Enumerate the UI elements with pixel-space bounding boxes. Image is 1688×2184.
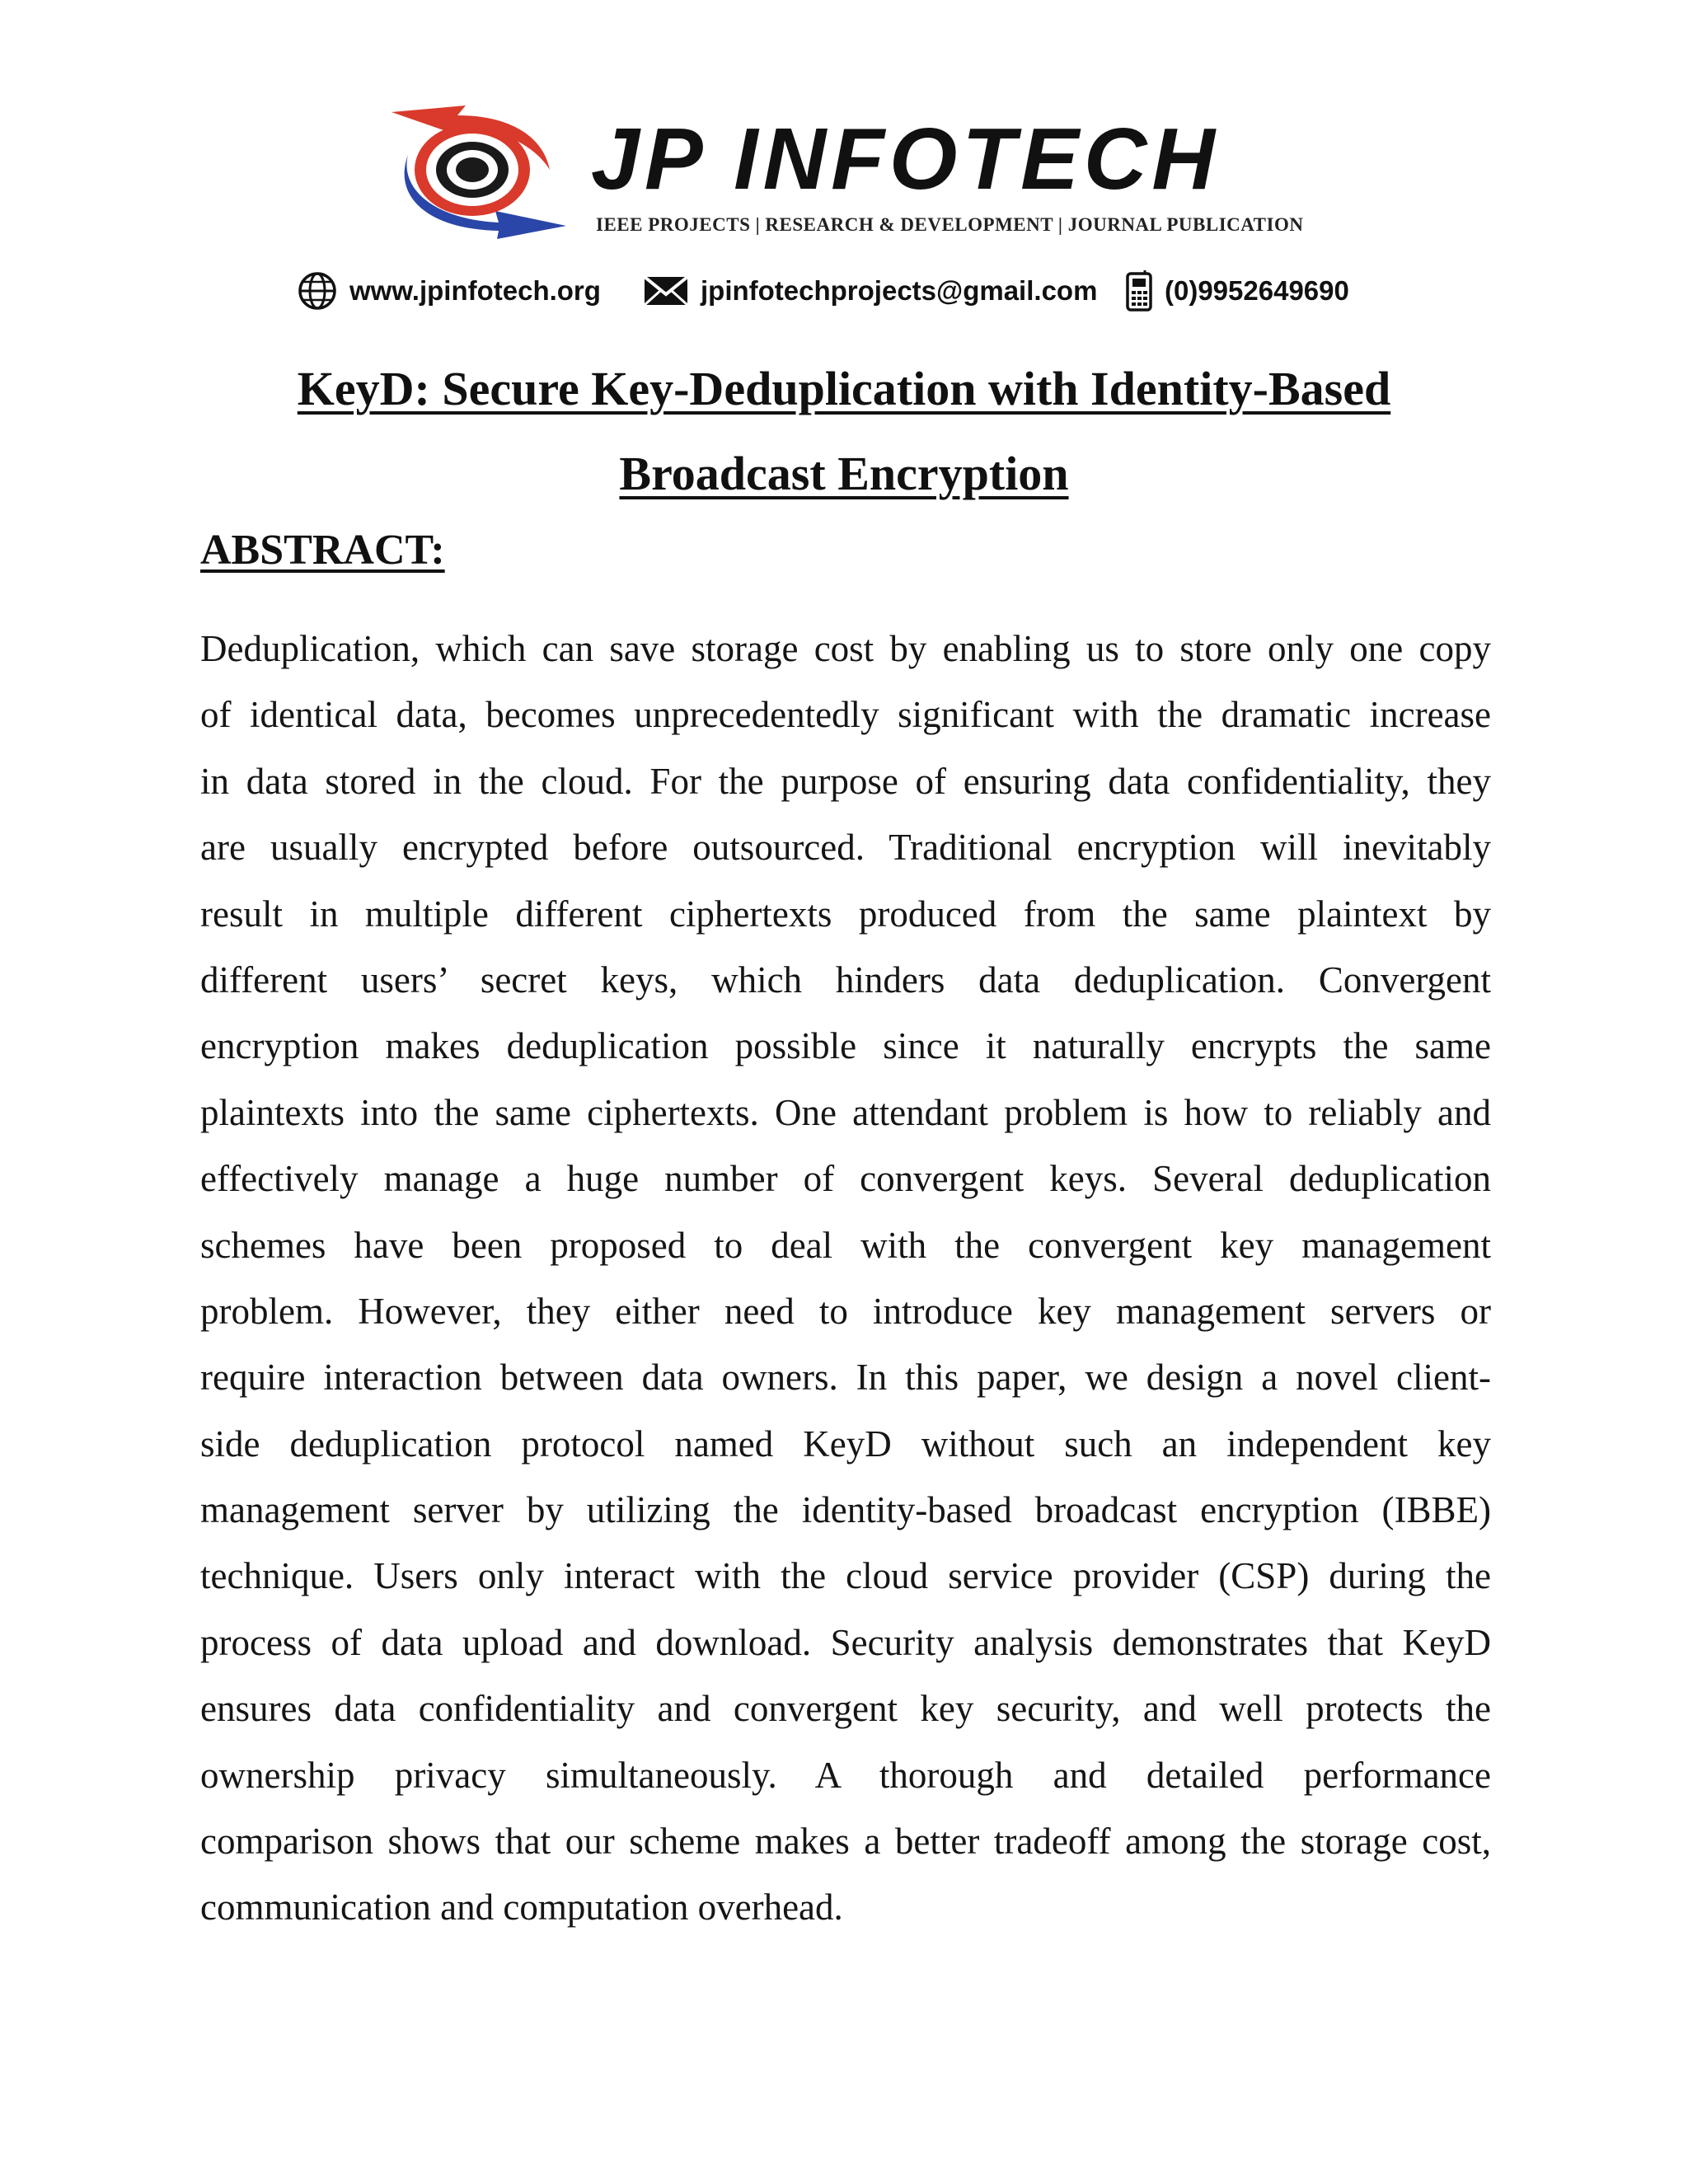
abstract-line: communication and computation overhead. (200, 1886, 843, 1929)
abstract-line: problem. However, they either need to introduce key management servers or (200, 1290, 1491, 1332)
phone-icon (1125, 270, 1153, 312)
website-text: www.jpinfotech.org (349, 275, 601, 306)
abstract-line: in data stored in the cloud. For the purpose of ensuring data confidentiality, they (200, 760, 1491, 802)
abstract-line: ensures data confidentiality and convergent key security, and well protects the (200, 1688, 1491, 1730)
abstract-line: of identical data, becomes unprecedentedly significant with the dramatic increase (200, 694, 1491, 736)
abstract-line: process of data upload and download. Security analysis demonstrates that KeyD (200, 1621, 1491, 1663)
envelope-icon (643, 274, 689, 307)
abstract-line: side deduplication protocol named KeyD without such an independent key (200, 1422, 1491, 1465)
contact-phone[interactable] (1125, 268, 1349, 314)
abstract-heading: ABSTRACT: (200, 527, 445, 574)
abstract-line: plaintexts into the same ciphertexts. One attendant problem is how to reliably and (200, 1091, 1491, 1133)
company-name: JP INFOTECH (591, 110, 1220, 208)
phone-text: (0)9952649690 (1165, 275, 1349, 306)
abstract-line: comparison shows that our scheme makes a better tradeoff among the storage cost, (200, 1821, 1491, 1863)
abstract-line: encryption makes deduplication possible since it naturally encrypts the same (200, 1025, 1491, 1067)
contact-bar (297, 268, 1401, 314)
abstract-line: effectively manage a huge number of convergent keys. Several deduplication (200, 1158, 1491, 1200)
abstract-line: schemes have been proposed to deal with the convergent key management (200, 1224, 1491, 1266)
company-tagline: IEEE PROJECTS | RESEARCH & DEVELOPMENT | JOURNAL PUBLICATION (596, 214, 1304, 235)
abstract-line: Deduplication, which can save storage cost by enabling us to store only one copy (200, 628, 1491, 669)
abstract-line: technique. Users only interact with the cloud service provider (CSP) during the (200, 1555, 1491, 1597)
abstract-body (200, 626, 1491, 1952)
target-eye-logo-icon (375, 97, 581, 241)
abstract-line: management server by utilizing the identity-based broadcast encryption (IBBE) (200, 1489, 1491, 1531)
paper-title-line-1: KeyD: Secure Key-Deduplication with Identity-Based (297, 362, 1391, 415)
abstract-line: require interaction between data owners. In this paper, we design a novel client- (200, 1357, 1491, 1399)
paper-title (165, 346, 1523, 516)
globe-icon (297, 270, 338, 312)
contact-website[interactable] (297, 268, 601, 314)
abstract-line: ownership privacy simultaneously. A thorough and detailed performance (200, 1754, 1491, 1796)
abstract-line: result in multiple different ciphertexts produced from the same plaintext by (200, 893, 1491, 935)
email-text: jpinfotechprojects@gmail.com (701, 275, 1098, 306)
abstract-line: are usually encrypted before outsourced. Traditional encryption will inevitably (200, 827, 1491, 869)
letterhead-logo (375, 97, 1304, 241)
contact-email[interactable] (643, 268, 1097, 314)
abstract-line: different users’ secret keys, which hinders data deduplication. Convergent (200, 958, 1491, 1001)
paper-title-line-2: Broadcast Encryption (619, 447, 1069, 500)
